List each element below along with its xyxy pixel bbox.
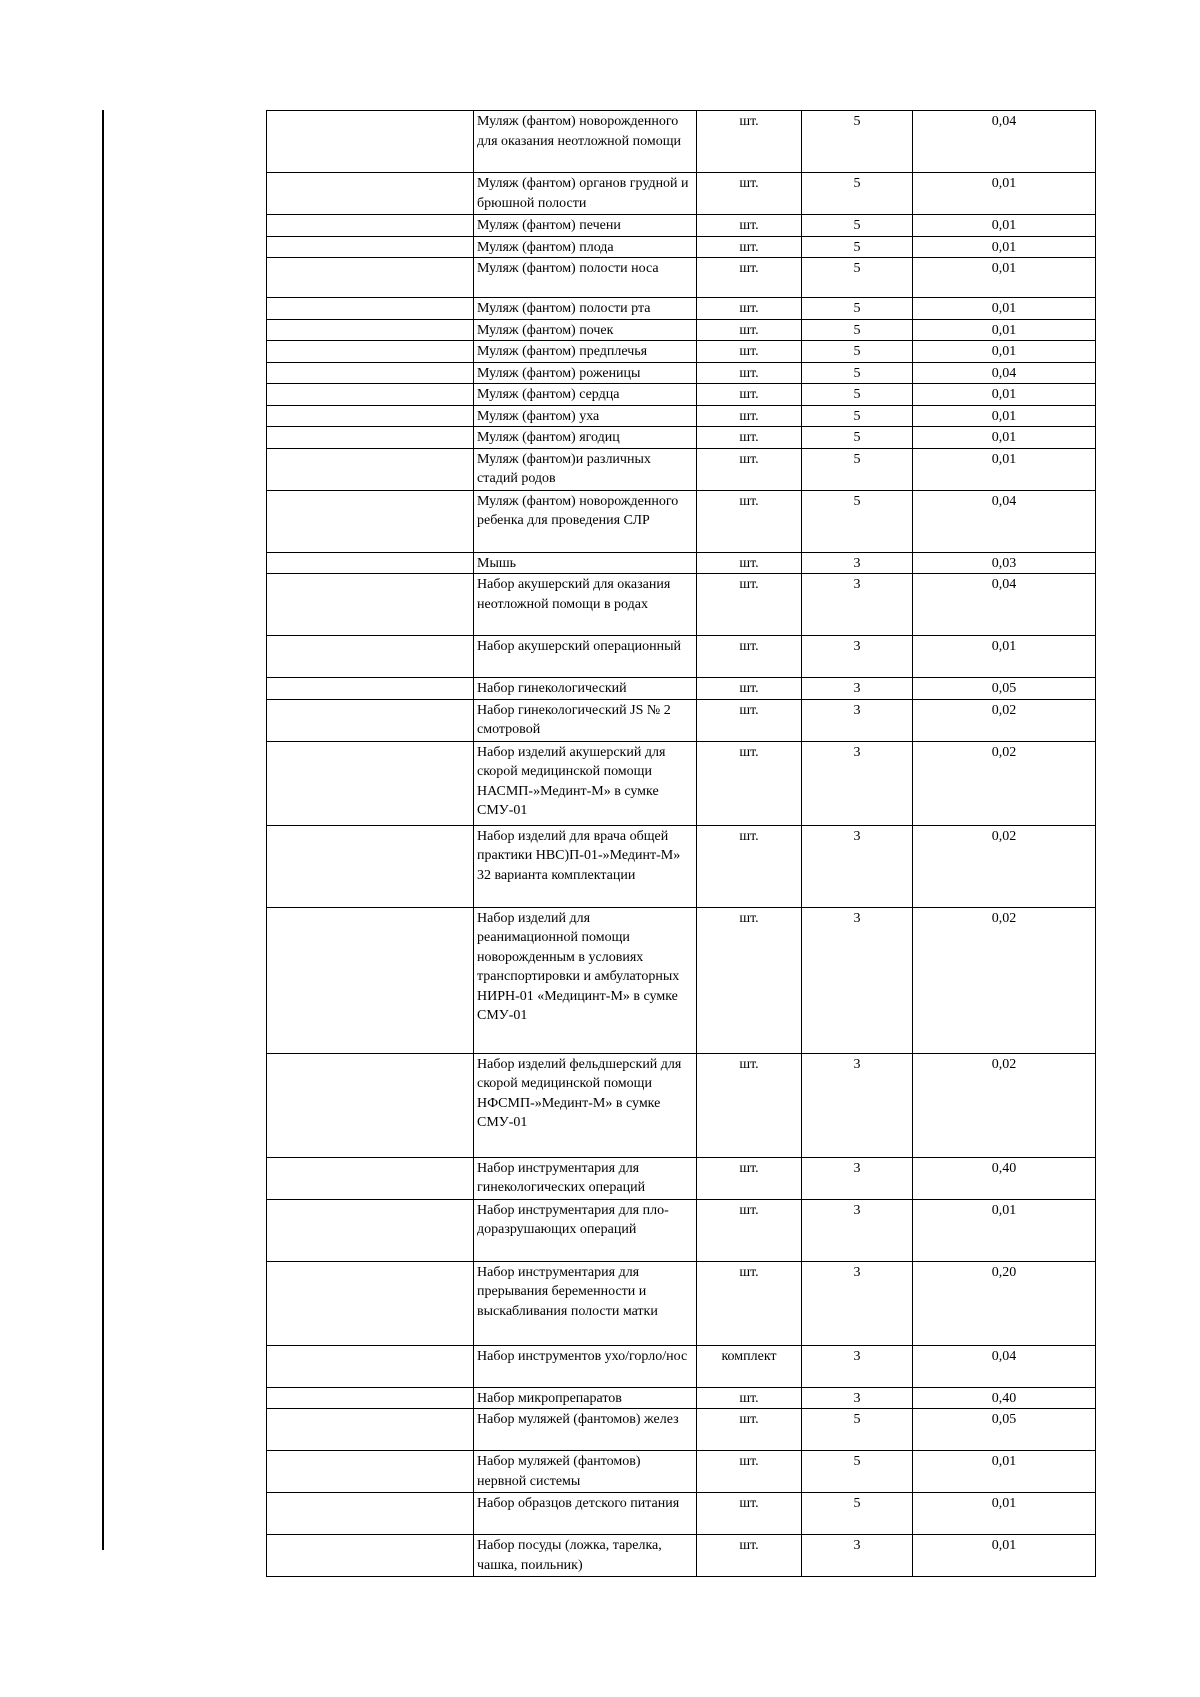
unit-cell: шт.: [697, 1535, 802, 1577]
unit-cell: шт.: [697, 1493, 802, 1535]
quantity-cell: 5: [802, 319, 913, 341]
table-row: [267, 1451, 1096, 1493]
table-row: [267, 1157, 1096, 1199]
item-name-cell: Мышь: [474, 552, 697, 574]
empty-cell: [267, 319, 474, 341]
quantity-cell: 3: [802, 552, 913, 574]
item-name-cell: Набор изделий акушерский для скорой медицинской помощи НАСМП-»Мединт-М» в сумке СМУ-01: [474, 741, 697, 825]
empty-cell: [267, 298, 474, 320]
table-row: [267, 448, 1096, 490]
coefficient-cell: 0,01: [913, 636, 1096, 678]
unit-cell: шт.: [697, 678, 802, 700]
unit-cell: шт.: [697, 741, 802, 825]
unit-cell: шт.: [697, 1261, 802, 1345]
quantity-cell: 3: [802, 907, 913, 1053]
empty-cell: [267, 1535, 474, 1577]
coefficient-cell: 0,40: [913, 1387, 1096, 1409]
empty-cell: [267, 173, 474, 215]
table-row: [267, 405, 1096, 427]
quantity-cell: 3: [802, 636, 913, 678]
quantity-cell: 5: [802, 298, 913, 320]
item-name-cell: Набор акушерский для оказания неотложной помощи в родах: [474, 574, 697, 636]
quantity-cell: 3: [802, 699, 913, 741]
unit-cell: шт.: [697, 215, 802, 237]
item-name-cell: Муляж (фантом) новорожденного ребенка для проведения СЛР: [474, 490, 697, 552]
coefficient-cell: 0,05: [913, 1409, 1096, 1451]
table-row: [267, 1199, 1096, 1261]
quantity-cell: 3: [802, 574, 913, 636]
empty-cell: [267, 678, 474, 700]
table-row: [267, 1409, 1096, 1451]
quantity-cell: 3: [802, 1387, 913, 1409]
item-name-cell: Набор образцов детского питания: [474, 1493, 697, 1535]
quantity-cell: 5: [802, 258, 913, 298]
quantity-cell: 5: [802, 236, 913, 258]
table-row: [267, 678, 1096, 700]
coefficient-cell: 0,01: [913, 448, 1096, 490]
item-name-cell: Набор муляжей (фантомов) нервной системы: [474, 1451, 697, 1493]
unit-cell: шт.: [697, 1387, 802, 1409]
table-row: [267, 1345, 1096, 1387]
empty-cell: [267, 1409, 474, 1451]
item-name-cell: Набор гинекологический JS № 2 смотровой: [474, 699, 697, 741]
quantity-cell: 5: [802, 1409, 913, 1451]
equipment-table: [266, 110, 1096, 1577]
table-row: [267, 574, 1096, 636]
quantity-cell: 3: [802, 825, 913, 907]
empty-cell: [267, 699, 474, 741]
empty-cell: [267, 1199, 474, 1261]
quantity-cell: 5: [802, 341, 913, 363]
empty-cell: [267, 825, 474, 907]
unit-cell: шт.: [697, 448, 802, 490]
quantity-cell: 5: [802, 215, 913, 237]
item-name-cell: Муляж (фантом) новорожденного для оказания неотложной помощи: [474, 111, 697, 173]
empty-cell: [267, 111, 474, 173]
equipment-table-body: [267, 111, 1096, 1577]
empty-cell: [267, 1493, 474, 1535]
quantity-cell: 5: [802, 362, 913, 384]
unit-cell: шт.: [697, 111, 802, 173]
item-name-cell: Набор инструментария для прерывания беременности и выскабливания полости матки: [474, 1261, 697, 1345]
empty-cell: [267, 427, 474, 449]
empty-cell: [267, 1345, 474, 1387]
item-name-cell: Муляж (фантом) полости рта: [474, 298, 697, 320]
table-row: [267, 319, 1096, 341]
table-row: [267, 1261, 1096, 1345]
empty-cell: [267, 574, 474, 636]
table-row: [267, 236, 1096, 258]
empty-cell: [267, 405, 474, 427]
quantity-cell: 5: [802, 111, 913, 173]
quantity-cell: 3: [802, 741, 913, 825]
table-row: [267, 1535, 1096, 1577]
item-name-cell: Набор муляжей (фантомов) желез: [474, 1409, 697, 1451]
table-row: [267, 258, 1096, 298]
coefficient-cell: 0,02: [913, 699, 1096, 741]
quantity-cell: 5: [802, 384, 913, 406]
unit-cell: шт.: [697, 1157, 802, 1199]
coefficient-cell: 0,04: [913, 490, 1096, 552]
table-row: [267, 427, 1096, 449]
unit-cell: шт.: [697, 341, 802, 363]
unit-cell: шт.: [697, 907, 802, 1053]
unit-cell: шт.: [697, 636, 802, 678]
coefficient-cell: 0,01: [913, 405, 1096, 427]
table-row: [267, 341, 1096, 363]
item-name-cell: Набор инструментов ухо/горло/нос: [474, 1345, 697, 1387]
empty-cell: [267, 448, 474, 490]
table-row: [267, 173, 1096, 215]
coefficient-cell: 0,01: [913, 384, 1096, 406]
table-row: [267, 825, 1096, 907]
quantity-cell: 5: [802, 1493, 913, 1535]
coefficient-cell: 0,02: [913, 1053, 1096, 1157]
coefficient-cell: 0,01: [913, 427, 1096, 449]
unit-cell: шт.: [697, 258, 802, 298]
quantity-cell: 3: [802, 1535, 913, 1577]
margin-rule: [102, 110, 104, 1550]
table-row: [267, 636, 1096, 678]
quantity-cell: 3: [802, 1261, 913, 1345]
table-row: [267, 362, 1096, 384]
quantity-cell: 5: [802, 427, 913, 449]
empty-cell: [267, 741, 474, 825]
unit-cell: шт.: [697, 362, 802, 384]
empty-cell: [267, 341, 474, 363]
quantity-cell: 5: [802, 1451, 913, 1493]
coefficient-cell: 0,02: [913, 825, 1096, 907]
coefficient-cell: 0,04: [913, 362, 1096, 384]
unit-cell: шт.: [697, 1199, 802, 1261]
table-row: [267, 215, 1096, 237]
quantity-cell: 3: [802, 1157, 913, 1199]
item-name-cell: Набор изделий для реанимационной помощи новорожденным в условиях транспортировки и амбулаторных НИРН-01 «Медицинт-М» в сумке СМУ-01: [474, 907, 697, 1053]
table-row: [267, 1053, 1096, 1157]
empty-cell: [267, 490, 474, 552]
item-name-cell: Набор гинекологический: [474, 678, 697, 700]
item-name-cell: Набор микропрепаратов: [474, 1387, 697, 1409]
coefficient-cell: 0,01: [913, 1535, 1096, 1577]
empty-cell: [267, 384, 474, 406]
item-name-cell: Муляж (фантом) полости носа: [474, 258, 697, 298]
item-name-cell: Набор акушерский операционный: [474, 636, 697, 678]
unit-cell: шт.: [697, 825, 802, 907]
unit-cell: шт.: [697, 173, 802, 215]
unit-cell: шт.: [697, 298, 802, 320]
coefficient-cell: 0,40: [913, 1157, 1096, 1199]
quantity-cell: 3: [802, 1053, 913, 1157]
quantity-cell: 3: [802, 678, 913, 700]
coefficient-cell: 0,01: [913, 173, 1096, 215]
item-name-cell: Набор изделий для врача общей практики НВС)П-01-»Мединт-М» 32 варианта комплектации: [474, 825, 697, 907]
coefficient-cell: 0,04: [913, 1345, 1096, 1387]
coefficient-cell: 0,03: [913, 552, 1096, 574]
quantity-cell: 3: [802, 1345, 913, 1387]
table-row: [267, 907, 1096, 1053]
item-name-cell: Муляж (фантом) предплечья: [474, 341, 697, 363]
quantity-cell: 3: [802, 1199, 913, 1261]
item-name-cell: Набор инструментария для гинекологических операций: [474, 1157, 697, 1199]
unit-cell: шт.: [697, 574, 802, 636]
quantity-cell: 5: [802, 405, 913, 427]
coefficient-cell: 0,20: [913, 1261, 1096, 1345]
empty-cell: [267, 1387, 474, 1409]
item-name-cell: Муляж (фантом) плода: [474, 236, 697, 258]
unit-cell: шт.: [697, 490, 802, 552]
table-row: [267, 111, 1096, 173]
item-name-cell: Муляж (фантом) сердца: [474, 384, 697, 406]
unit-cell: шт.: [697, 319, 802, 341]
coefficient-cell: 0,01: [913, 341, 1096, 363]
coefficient-cell: 0,04: [913, 574, 1096, 636]
item-name-cell: Муляж (фантом) органов грудной и брюшной полости: [474, 173, 697, 215]
coefficient-cell: 0,01: [913, 319, 1096, 341]
item-name-cell: Набор инструментария для пло-доразрушающих операций: [474, 1199, 697, 1261]
coefficient-cell: 0,05: [913, 678, 1096, 700]
item-name-cell: Набор изделий фельдшерский для скорой медицинской помощи НФСМП-»Мединт-М» в сумке СМУ-01: [474, 1053, 697, 1157]
table-row: [267, 490, 1096, 552]
empty-cell: [267, 258, 474, 298]
quantity-cell: 5: [802, 173, 913, 215]
item-name-cell: Муляж (фантом) ягодиц: [474, 427, 697, 449]
item-name-cell: Муляж (фантом) уха: [474, 405, 697, 427]
unit-cell: шт.: [697, 1053, 802, 1157]
coefficient-cell: 0,01: [913, 258, 1096, 298]
table-row: [267, 1493, 1096, 1535]
empty-cell: [267, 236, 474, 258]
table-row: [267, 1387, 1096, 1409]
unit-cell: шт.: [697, 552, 802, 574]
unit-cell: шт.: [697, 427, 802, 449]
empty-cell: [267, 1053, 474, 1157]
table-row: [267, 699, 1096, 741]
unit-cell: шт.: [697, 384, 802, 406]
coefficient-cell: 0,01: [913, 298, 1096, 320]
coefficient-cell: 0,04: [913, 111, 1096, 173]
table-row: [267, 298, 1096, 320]
empty-cell: [267, 636, 474, 678]
empty-cell: [267, 1157, 474, 1199]
empty-cell: [267, 215, 474, 237]
unit-cell: шт.: [697, 699, 802, 741]
coefficient-cell: 0,01: [913, 1451, 1096, 1493]
table-row: [267, 552, 1096, 574]
empty-cell: [267, 1261, 474, 1345]
empty-cell: [267, 552, 474, 574]
unit-cell: комплект: [697, 1345, 802, 1387]
empty-cell: [267, 1451, 474, 1493]
coefficient-cell: 0,01: [913, 215, 1096, 237]
unit-cell: шт.: [697, 1409, 802, 1451]
quantity-cell: 5: [802, 448, 913, 490]
unit-cell: шт.: [697, 1451, 802, 1493]
item-name-cell: Муляж (фантом)и различных стадий родов: [474, 448, 697, 490]
empty-cell: [267, 362, 474, 384]
coefficient-cell: 0,02: [913, 741, 1096, 825]
table-row: [267, 741, 1096, 825]
item-name-cell: Набор посуды (ложка, тарелка, чашка, поильник): [474, 1535, 697, 1577]
coefficient-cell: 0,01: [913, 1199, 1096, 1261]
item-name-cell: Муляж (фантом) печени: [474, 215, 697, 237]
item-name-cell: Муляж (фантом) роженицы: [474, 362, 697, 384]
unit-cell: шт.: [697, 405, 802, 427]
coefficient-cell: 0,01: [913, 1493, 1096, 1535]
item-name-cell: Муляж (фантом) почек: [474, 319, 697, 341]
quantity-cell: 5: [802, 490, 913, 552]
unit-cell: шт.: [697, 236, 802, 258]
coefficient-cell: 0,02: [913, 907, 1096, 1053]
table-row: [267, 384, 1096, 406]
coefficient-cell: 0,01: [913, 236, 1096, 258]
empty-cell: [267, 907, 474, 1053]
